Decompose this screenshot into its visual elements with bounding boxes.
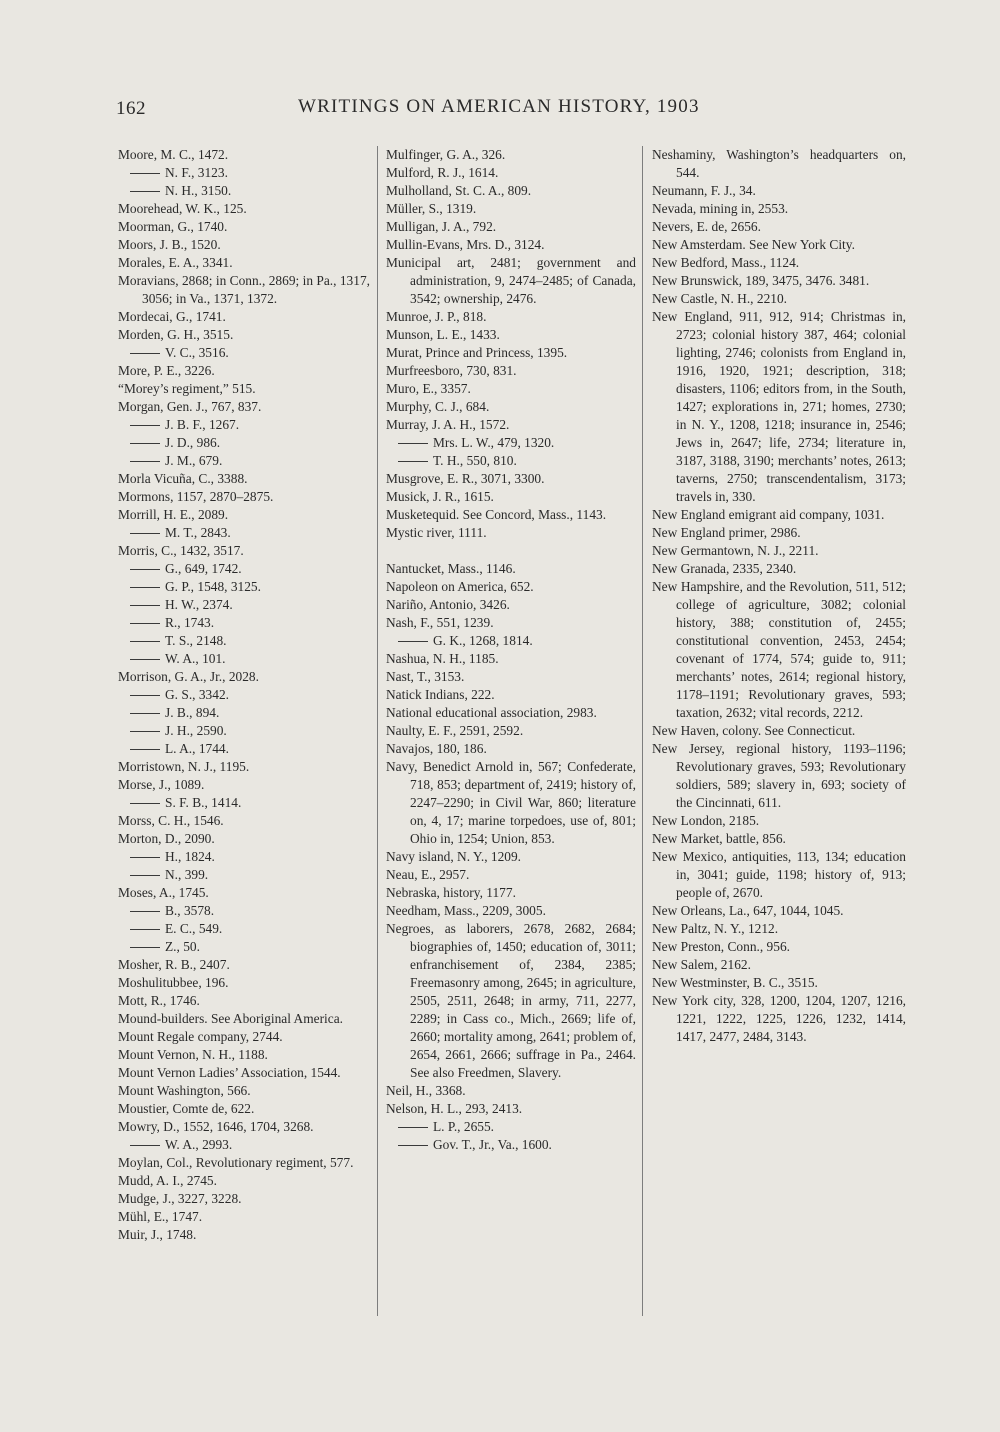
index-entry [118, 560, 370, 578]
index-entry-text: Nast, T., 3153. [386, 669, 465, 684]
index-entry-text: J. M., 679. [165, 453, 223, 468]
index-entry [386, 1100, 636, 1118]
index-entry-text: H., 1824. [165, 849, 215, 864]
index-entry [118, 344, 370, 362]
index-entry-text: Mudd, A. I., 2745. [118, 1173, 217, 1188]
index-entry [118, 758, 370, 776]
index-entry-text: T. S., 2148. [165, 633, 227, 648]
index-entry [118, 902, 370, 920]
repeat-dash [130, 425, 160, 426]
index-entry-text: Z., 50. [165, 939, 200, 954]
index-entry-text: R., 1743. [165, 615, 215, 630]
index-entry [386, 452, 636, 470]
index-entry [386, 560, 636, 578]
index-entry [386, 740, 636, 758]
repeat-dash [130, 587, 160, 588]
index-entry [652, 308, 906, 506]
index-entry [118, 1172, 370, 1190]
index-entry [118, 542, 370, 560]
index-entry [386, 488, 636, 506]
index-entry-text: New Granada, 2335, 2340. [652, 561, 797, 576]
index-entry-text: Morales, E. A., 3341. [118, 255, 233, 270]
index-entry [652, 992, 906, 1046]
index-entry [118, 308, 370, 326]
index-entry-text: Mowry, D., 1552, 1646, 1704, 3268. [118, 1119, 314, 1134]
index-entry-text: New Salem, 2162. [652, 957, 751, 972]
index-entry [386, 578, 636, 596]
page-number: 162 [116, 98, 146, 119]
index-entry-text: Natick Indians, 222. [386, 687, 495, 702]
index-entry [386, 902, 636, 920]
index-entry-text: New Mexico, antiquities, 113, 134; education in, 3041; guide, 1198; history of, 913; people of, 2670. [652, 849, 906, 900]
index-entry-text: Morla Vicuña, C., 3388. [118, 471, 248, 486]
index-entry-text: G., 649, 1742. [165, 561, 242, 576]
repeat-dash [130, 173, 160, 174]
index-entry [386, 164, 636, 182]
index-entry [386, 686, 636, 704]
index-entry-text: New Amsterdam. See New York City. [652, 237, 855, 252]
index-entry-text: Navy island, N. Y., 1209. [386, 849, 522, 864]
index-entry [118, 974, 370, 992]
index-entry [118, 1154, 370, 1172]
index-entry-text: Nevada, mining in, 2553. [652, 201, 789, 216]
index-entry [118, 434, 370, 452]
index-entry [118, 146, 370, 164]
index-entry-text: Munson, L. E., 1433. [386, 327, 500, 342]
index-entry-text: Neshaminy, Washington’s headquarters on, 544. [652, 147, 906, 180]
index-entry-text: Moshulitubbee, 196. [118, 975, 229, 990]
index-entry [386, 920, 636, 1082]
index-entry [652, 542, 906, 560]
index-entry [652, 830, 906, 848]
index-entry-text: Muro, E., 3357. [386, 381, 471, 396]
index-entry [118, 686, 370, 704]
index-entry [118, 452, 370, 470]
index-entry-text: Mulfinger, G. A., 326. [386, 147, 506, 162]
index-entry-text: Moravians, 2868; in Conn., 2869; in Pa., 1317, 3056; in Va., 1371, 1372. [118, 273, 370, 306]
index-entry [386, 362, 636, 380]
index-entry [652, 848, 906, 902]
index-entry [118, 254, 370, 272]
index-entry-text: Nebraska, history, 1177. [386, 885, 516, 900]
index-entry [652, 272, 906, 290]
index-entry-text: H. W., 2374. [165, 597, 233, 612]
index-entry-text: Morden, G. H., 3515. [118, 327, 234, 342]
index-entry-text: Morrill, H. E., 2089. [118, 507, 229, 522]
index-entry [386, 650, 636, 668]
index-entry-text: Mulligan, J. A., 792. [386, 219, 497, 234]
repeat-dash [130, 353, 160, 354]
index-entry [118, 884, 370, 902]
index-entry-text: Navy, Benedict Arnold in, 567; Confederate, 718, 853; department of, 2419; history of, 2247–2290; in Civil War, 860; literature on, 4, 17; marine torpedoes, use of, 801; Ohio in, 1254; Union, 853. [386, 759, 636, 846]
index-entry [118, 722, 370, 740]
index-entry-text: New York city, 328, 1200, 1204, 1207, 1216, 1221, 1222, 1225, 1226, 1232, 1414, 1417, 2477, 2484, 3143. [652, 993, 906, 1044]
index-entry-text: Nashua, N. H., 1185. [386, 651, 499, 666]
index-entry [652, 812, 906, 830]
index-entry-text: Neil, H., 3368. [386, 1083, 466, 1098]
repeat-dash [130, 713, 160, 714]
index-entry-text: G. K., 1268, 1814. [433, 633, 533, 648]
index-entry [386, 866, 636, 884]
index-entry-text: “Morey’s regiment,” 515. [118, 381, 256, 396]
index-entry [118, 920, 370, 938]
index-entry [118, 470, 370, 488]
index-entry [386, 218, 636, 236]
index-entry [118, 1010, 370, 1028]
index-entry-text: New Paltz, N. Y., 1212. [652, 921, 779, 936]
index-entry [652, 146, 906, 182]
index-entry-text: Moylan, Col., Revolutionary regiment, 577. [118, 1155, 354, 1170]
index-entry-text: Negroes, as laborers, 2678, 2682, 2684; biographies of, 1450; education of, 3011; enfranchisement of, 2384, 2385; Freemasonry among, 2645; in agriculture, 2505, 2511, 2648; in army, 711, 2277, 2289; in Cass co., Mich., 2669; life of, 2660; mortality among, 2641; problem of, 2654, 2661, 2666; suffrage in Pa., 2464. See also Freedmen, Slavery. [386, 921, 636, 1080]
index-entry-text: New Hampshire, and the Revolution, 511, 512; college of agriculture, 3082; colonial history, 388; constitution of, 2455; constitutional convention, 2453, 2454; covenant of 1774, 574; guide to, 911; merchants’ notes, 2614; regional history, 1178–1191; Revolutionary graves, 593; taxation, 2632; vital records, 2212. [652, 579, 906, 720]
index-entry-text: M. T., 2843. [165, 525, 231, 540]
index-entry [386, 470, 636, 488]
index-entry [386, 380, 636, 398]
index-entry [386, 668, 636, 686]
index-entry-text: L. A., 1744. [165, 741, 229, 756]
repeat-dash [398, 1127, 428, 1128]
index-entry-text: Navajos, 180, 186. [386, 741, 487, 756]
index-entry-text: E. C., 549. [165, 921, 223, 936]
index-entry [386, 524, 636, 542]
index-entry [118, 524, 370, 542]
index-entry-text: Morton, D., 2090. [118, 831, 215, 846]
index-entry-text: T. H., 550, 810. [433, 453, 517, 468]
index-entry [118, 776, 370, 794]
index-entry-text: New Brunswick, 189, 3475, 3476. 3481. [652, 273, 870, 288]
index-entry-text: New Jersey, regional history, 1193–1196; Revolutionary graves, 593; Revolutionary soldiers, 589; slavery in, 693; society of the Cincinnati, 611. [652, 741, 906, 810]
index-entry [386, 254, 636, 308]
index-entry [118, 650, 370, 668]
index-entry-text: National educational association, 2983. [386, 705, 597, 720]
index-entry-text: New England primer, 2986. [652, 525, 801, 540]
repeat-dash [398, 641, 428, 642]
index-entry [118, 182, 370, 200]
index-entry [118, 1190, 370, 1208]
index-entry [118, 578, 370, 596]
repeat-dash [398, 461, 428, 462]
repeat-dash [130, 857, 160, 858]
index-entry-text: Musick, J. R., 1615. [386, 489, 494, 504]
index-entry [118, 992, 370, 1010]
index-entry [386, 722, 636, 740]
index-entry [386, 1136, 636, 1154]
repeat-dash [130, 443, 160, 444]
index-entry [118, 1082, 370, 1100]
index-entry-text: Nelson, H. L., 293, 2413. [386, 1101, 523, 1116]
repeat-dash [130, 659, 160, 660]
index-entry [118, 1226, 370, 1244]
repeat-dash [398, 443, 428, 444]
index-entry [118, 1046, 370, 1064]
index-entry-text: Mound-builders. See Aboriginal America. [118, 1011, 343, 1026]
repeat-dash [130, 695, 160, 696]
index-entry [118, 1100, 370, 1118]
repeat-dash [130, 623, 160, 624]
index-entry-text: B., 3578. [165, 903, 215, 918]
index-entry-text: Murray, J. A. H., 1572. [386, 417, 510, 432]
index-entry-text: Mosher, R. B., 2407. [118, 957, 230, 972]
index-entry [118, 830, 370, 848]
index-entry [652, 722, 906, 740]
repeat-dash [130, 911, 160, 912]
index-entry-text: Moore, M. C., 1472. [118, 147, 229, 162]
index-entry-text: Mount Vernon, N. H., 1188. [118, 1047, 268, 1062]
index-entry [386, 632, 636, 650]
index-column-3 [652, 146, 906, 1046]
index-entry [652, 254, 906, 272]
repeat-dash [130, 1145, 160, 1146]
index-entry-text: Mormons, 1157, 2870–2875. [118, 489, 274, 504]
index-entry [118, 866, 370, 884]
index-entry [386, 398, 636, 416]
index-entry [118, 740, 370, 758]
index-entry-text: V. C., 3516. [165, 345, 229, 360]
index-entry [118, 938, 370, 956]
index-entry [386, 416, 636, 434]
index-entry-text: Moorehead, W. K., 125. [118, 201, 247, 216]
index-entry [118, 1028, 370, 1046]
index-entry-text: Naulty, E. F., 2591, 2592. [386, 723, 524, 738]
index-entry-text: Mount Regale company, 2744. [118, 1029, 283, 1044]
index-entry-text: Neumann, F. J., 34. [652, 183, 756, 198]
index-entry-text: Mudge, J., 3227, 3228. [118, 1191, 242, 1206]
column-divider [642, 146, 643, 1316]
index-entry-text: New London, 2185. [652, 813, 760, 828]
index-entry-text: Nantucket, Mass., 1146. [386, 561, 516, 576]
index-entry [652, 236, 906, 254]
index-entry-text: New Castle, N. H., 2210. [652, 291, 788, 306]
index-entry-text: G. S., 3342. [165, 687, 229, 702]
index-entry-text: Nash, F., 551, 1239. [386, 615, 494, 630]
index-entry [652, 506, 906, 524]
index-entry-text: Mott, R., 1746. [118, 993, 200, 1008]
index-entry [386, 236, 636, 254]
index-entry [118, 1064, 370, 1082]
index-entry [652, 740, 906, 812]
index-entry [118, 218, 370, 236]
index-entry [652, 938, 906, 956]
index-entry-text: L. P., 2655. [433, 1119, 495, 1134]
index-entry [118, 362, 370, 380]
index-entry-text: Mulford, R. J., 1614. [386, 165, 499, 180]
index-entry-text: Napoleon on America, 652. [386, 579, 534, 594]
index-entry-text: Mulholland, St. C. A., 809. [386, 183, 532, 198]
index-entry-text: J. D., 986. [165, 435, 221, 450]
index-entry [386, 326, 636, 344]
index-entry [118, 632, 370, 650]
index-entry [386, 704, 636, 722]
index-entry [386, 344, 636, 362]
index-entry [652, 974, 906, 992]
repeat-dash [130, 461, 160, 462]
index-entry [652, 920, 906, 938]
column-divider [377, 146, 378, 1316]
index-entry-text: Mrs. L. W., 479, 1320. [433, 435, 555, 450]
index-entry [118, 614, 370, 632]
index-entry-text: New England, 911, 912, 914; Christmas in, 2723; colonial history 387, 464; colonial lighting, 2746; colonists from England in, 1916, 1920, 1921; description, 318; disasters, 1106; editors from, in the South, 1427; explorations in, 271; homes, 2730; in N. Y., 1208, 1218; insurance in, 2546; Jews in, 2647; life, 2734; literature in, 3187, 3188, 3190; merchants’ notes, 2613; taverns, 2750; transcendentalism, 3173; travels in, 330. [652, 309, 906, 504]
index-entry-text: J. H., 2590. [165, 723, 227, 738]
index-entry-text: Moses, A., 1745. [118, 885, 209, 900]
index-entry-text: Mount Vernon Ladies’ Association, 1544. [118, 1065, 341, 1080]
index-entry [118, 506, 370, 524]
repeat-dash [130, 749, 160, 750]
index-entry [386, 884, 636, 902]
index-entry-text: J. B. F., 1267. [165, 417, 240, 432]
repeat-dash [398, 1145, 428, 1146]
index-entry [652, 902, 906, 920]
index-entry [386, 596, 636, 614]
index-entry [652, 200, 906, 218]
index-entry [118, 704, 370, 722]
index-entry [118, 272, 370, 308]
index-entry-text: New Germantown, N. J., 2211. [652, 543, 819, 558]
index-entry [118, 596, 370, 614]
index-entry-text: Musgrove, E. R., 3071, 3300. [386, 471, 545, 486]
index-entry [118, 488, 370, 506]
index-entry-text: G. P., 1548, 3125. [165, 579, 261, 594]
index-entry-text: Murfreesboro, 730, 831. [386, 363, 517, 378]
repeat-dash [130, 947, 160, 948]
index-entry [386, 848, 636, 866]
index-entry-text: N., 399. [165, 867, 209, 882]
index-entry [118, 1208, 370, 1226]
repeat-dash [130, 191, 160, 192]
index-entry-text: New Orleans, La., 647, 1044, 1045. [652, 903, 844, 918]
index-entry-text: Murat, Prince and Princess, 1395. [386, 345, 568, 360]
index-entry-text: Morse, J., 1089. [118, 777, 205, 792]
index-entry [118, 956, 370, 974]
index-entry-text: New Bedford, Mass., 1124. [652, 255, 800, 270]
index-entry-text: Nevers, E. de, 2656. [652, 219, 761, 234]
index-entry-text: Mullin-Evans, Mrs. D., 3124. [386, 237, 545, 252]
index-entry-text: Neau, E., 2957. [386, 867, 470, 882]
repeat-dash [130, 731, 160, 732]
index-entry-text: Munroe, J. P., 818. [386, 309, 487, 324]
index-entry-text: S. F. B., 1414. [165, 795, 242, 810]
index-entry [118, 812, 370, 830]
index-entry [386, 1082, 636, 1100]
index-entry [386, 614, 636, 632]
index-entry-text: Mordecai, G., 1741. [118, 309, 226, 324]
index-entry [118, 200, 370, 218]
index-entry [652, 956, 906, 974]
index-entry [386, 1118, 636, 1136]
index-entry [118, 236, 370, 254]
index-entry [652, 182, 906, 200]
index-entry [118, 416, 370, 434]
index-entry [386, 308, 636, 326]
index-entry [652, 524, 906, 542]
index-entry-text: J. B., 894. [165, 705, 220, 720]
index-entry-text: More, P. E., 3226. [118, 363, 215, 378]
index-entry [652, 218, 906, 236]
index-entry [386, 506, 636, 524]
index-entry [386, 758, 636, 848]
index-entry-text: N. F., 3123. [165, 165, 228, 180]
repeat-dash [130, 605, 160, 606]
index-column-1 [118, 146, 370, 1244]
index-entry-text: W. A., 2993. [165, 1137, 233, 1152]
index-entry [118, 668, 370, 686]
index-entry [386, 434, 636, 452]
index-entry-text: Needham, Mass., 2209, 3005. [386, 903, 546, 918]
index-entry-text: Morss, C. H., 1546. [118, 813, 224, 828]
index-entry-text: New England emigrant aid company, 1031. [652, 507, 885, 522]
index-entry-text: Moustier, Comte de, 622. [118, 1101, 255, 1116]
index-entry [652, 290, 906, 308]
index-entry [652, 578, 906, 722]
index-entry [118, 398, 370, 416]
index-entry [118, 1118, 370, 1136]
index-entry-text: Morgan, Gen. J., 767, 837. [118, 399, 262, 414]
index-entry [652, 560, 906, 578]
index-entry-text: Municipal art, 2481; government and administration, 9, 2474–2485; of Canada, 3542; ownership, 2476. [386, 255, 636, 306]
index-entry-text: New Westminster, B. C., 3515. [652, 975, 818, 990]
index-entry-text: Gov. T., Jr., Va., 1600. [433, 1137, 552, 1152]
repeat-dash [130, 929, 160, 930]
repeat-dash [130, 569, 160, 570]
index-entry-text: Moors, J. B., 1520. [118, 237, 221, 252]
index-entry-text: Moorman, G., 1740. [118, 219, 228, 234]
index-entry-text: New Preston, Conn., 956. [652, 939, 790, 954]
index-entry-text: Mystic river, 1111. [386, 525, 487, 540]
index-entry [386, 146, 636, 164]
index-entry-text: N. H., 3150. [165, 183, 232, 198]
index-entry-text: Nariño, Antonio, 3426. [386, 597, 510, 612]
index-entry-text: Mühl, E., 1747. [118, 1209, 203, 1224]
index-entry [118, 794, 370, 812]
index-entry [386, 200, 636, 218]
repeat-dash [130, 533, 160, 534]
index-entry [118, 380, 370, 398]
index-entry-text: Morristown, N. J., 1195. [118, 759, 250, 774]
index-entry-text: W. A., 101. [165, 651, 226, 666]
index-entry-text: Morrison, G. A., Jr., 2028. [118, 669, 259, 684]
index-entry-text: Murphy, C. J., 684. [386, 399, 490, 414]
repeat-dash [130, 803, 160, 804]
index-entry [386, 182, 636, 200]
index-entry-text: New Haven, colony. See Connecticut. [652, 723, 856, 738]
running-head: WRITINGS ON AMERICAN HISTORY, 1903 [298, 96, 700, 117]
index-entry-text: Musketequid. See Concord, Mass., 1143. [386, 507, 607, 522]
index-entry-text: Mount Washington, 566. [118, 1083, 251, 1098]
index-entry-text: Müller, S., 1319. [386, 201, 477, 216]
index-column-2 [386, 146, 636, 1154]
repeat-dash [130, 641, 160, 642]
index-entry [118, 326, 370, 344]
index-entry [118, 1136, 370, 1154]
repeat-dash [130, 875, 160, 876]
index-entry [118, 164, 370, 182]
index-entry-text: Muir, J., 1748. [118, 1227, 197, 1242]
index-entry-text: New Market, battle, 856. [652, 831, 786, 846]
index-entry-text: Morris, C., 1432, 3517. [118, 543, 244, 558]
index-entry [118, 848, 370, 866]
